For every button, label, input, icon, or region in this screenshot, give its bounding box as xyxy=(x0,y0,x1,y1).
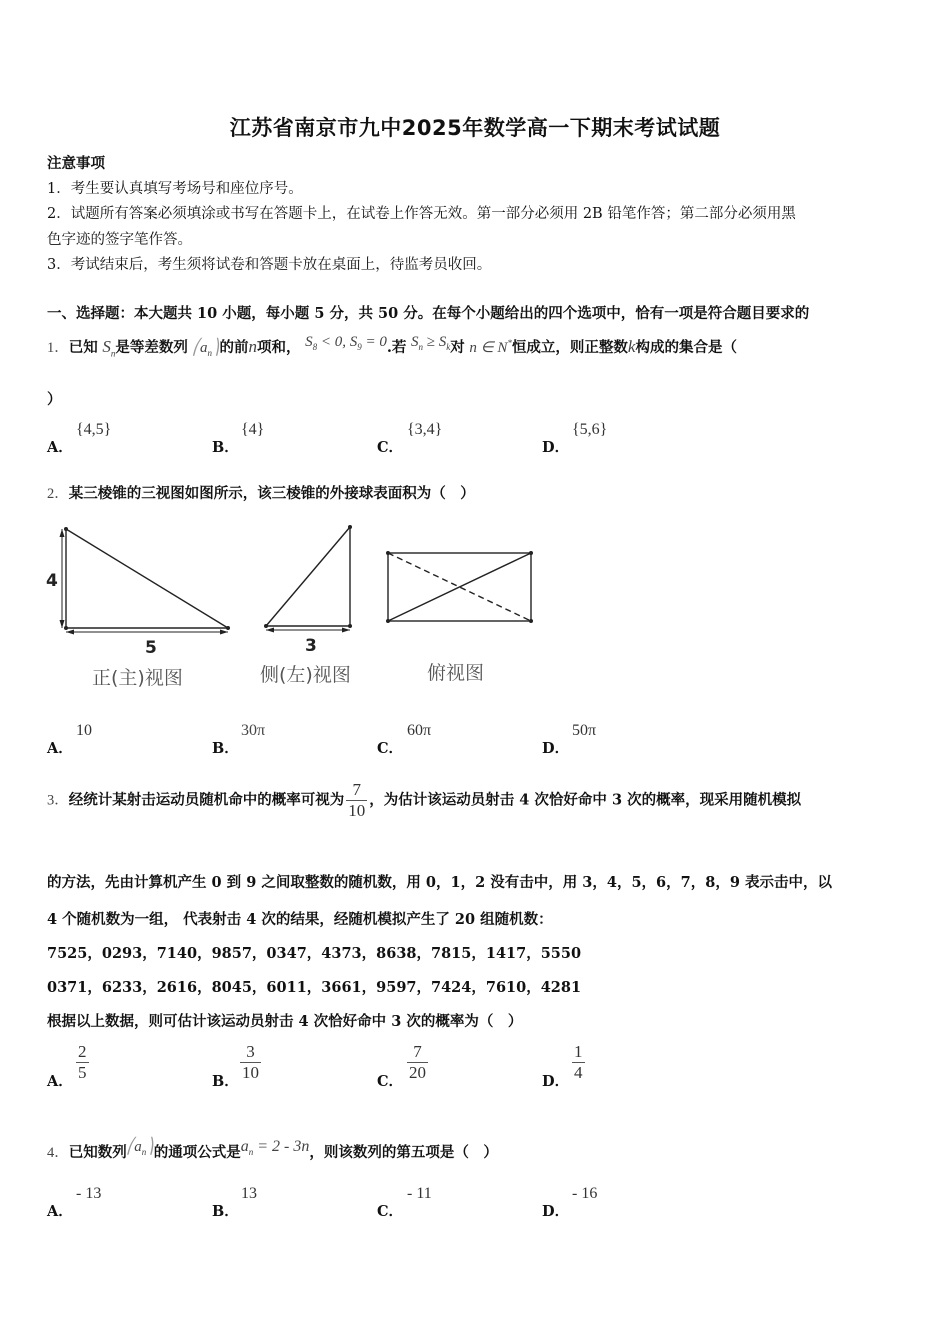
option-a-value: 10 xyxy=(76,722,92,739)
text: 构成的集合是（ xyxy=(635,339,737,356)
vertex-dot xyxy=(226,626,230,630)
option-d-label: D． xyxy=(542,1073,570,1090)
option-a-label: A． xyxy=(47,740,73,757)
random-numbers-row: 0371，6233，2616，8045，6011，3661，9597，7424，7610，4281 xyxy=(47,979,582,996)
vertex-dot xyxy=(348,624,352,628)
option-c-label: C． xyxy=(377,1203,404,1220)
vertex-dot xyxy=(529,551,533,555)
three-views-figure xyxy=(40,518,560,698)
section-heading: 一、选择题：本大题共 10 小题，每小题 5 分，共 50 分。在每个小题给出的四个选项中，恰有一项是符合题目要求的 xyxy=(47,305,810,322)
option-b-label: B． xyxy=(212,740,239,757)
vertex-dot xyxy=(64,527,68,531)
option-b-label: B． xyxy=(212,1203,239,1220)
math-condition: $S_8 < 0$, $S_9 = 0$ xyxy=(305,334,387,352)
side-view-caption: 侧(左)视图 xyxy=(260,664,351,686)
notice-item: 3．考试结束后，考生须将试卷和答题卡放在桌面上，待监考员收回。 xyxy=(47,257,492,273)
option-a-label: A． xyxy=(47,1073,73,1090)
option-d-label: D． xyxy=(542,439,570,456)
option-a-value: $\frac{2}{5}$ xyxy=(78,1042,87,1082)
notice-item: 色字迹的签字笔作答。 xyxy=(47,232,192,248)
option-c-label: C． xyxy=(377,740,404,757)
math-inequality: $S_n \ge S_k$ xyxy=(411,334,451,352)
option-a-value: - 13 xyxy=(76,1185,102,1202)
option-b-value: 13 xyxy=(241,1185,257,1202)
question-1-close: ） xyxy=(47,391,62,408)
fraction-7-10: $\frac{7}{10}$ xyxy=(348,780,366,820)
vertex-dot xyxy=(386,551,390,555)
notice-heading: 注意事项 xyxy=(47,155,105,172)
front-width-label: 5 xyxy=(145,638,157,658)
option-c-label: C． xyxy=(377,1073,404,1090)
question-3-line: 的方法，先由计算机产生 0 到 9 之间取整数的随机数，用 0，1，2 没有击中，用 3，4，5，6，7，8，9 表示击中，以 xyxy=(47,874,832,891)
option-b-label: B． xyxy=(212,1073,239,1090)
top-view xyxy=(388,553,531,621)
random-numbers-row: 7525，0293，7140，9857，0347，4373，8638，7815，1417，5550 xyxy=(47,945,582,962)
page-title: 江苏省南京市九中2025年数学高一下期末考试试题 xyxy=(229,116,721,140)
math-an: $⎛a_n⎞$ xyxy=(126,1139,154,1157)
option-c-label: C． xyxy=(377,439,404,456)
question-3-line: 根据以上数据，则可估计该运动员射击 4 次恰好命中 3 次的概率为（ ） xyxy=(47,1013,523,1030)
option-b-value: 30π xyxy=(241,722,266,739)
text: 的前 xyxy=(219,339,249,356)
option-d-label: D． xyxy=(542,1203,570,1220)
text: 是等差数列 xyxy=(115,339,188,356)
top-view-caption: 俯视图 xyxy=(427,662,485,684)
question-1 xyxy=(47,336,737,358)
text: 项和， xyxy=(256,339,301,356)
text: 已知 xyxy=(68,339,98,356)
option-b-label: B． xyxy=(212,439,239,456)
option-d-value: {5,6} xyxy=(572,421,608,438)
notice-item: 2．试题所有答案必须填涂或书写在答题卡上，在试卷上作答无效。第一部分必须用 2B 铅笔作答；第二部分必须用黑 xyxy=(47,206,796,222)
vertex-dot xyxy=(264,624,268,628)
vertex-dot xyxy=(64,626,68,630)
option-c-value: {3,4} xyxy=(407,421,443,438)
text: 对 xyxy=(450,339,465,356)
question-3-line: 4 个随机数为一组， 代表射击 4 次的结果，经随机模拟产生了 20 组随机数： xyxy=(47,911,553,928)
math-n-in-N: n ∈ N* xyxy=(469,338,512,356)
option-d-label: D． xyxy=(542,740,570,757)
option-d-value: - 16 xyxy=(572,1185,598,1202)
side-width-label: 3 xyxy=(305,636,317,656)
text: 恒成立，则正整数 xyxy=(511,339,628,356)
math-sn: $S_n$ xyxy=(102,337,116,359)
front-view xyxy=(60,529,229,635)
question-2: 2．某三棱锥的三视图如图所示，该三棱锥的外接球表面积为（ ） xyxy=(47,485,475,502)
question-3: 3．经统计某射击运动员随机命中的概率可视为 $\frac{7}{10}$ ，为估计该运动员射击 4 次恰好命中 3 次的概率，现采用随机模拟 xyxy=(47,780,802,820)
option-a-label: A． xyxy=(47,1203,73,1220)
side-view xyxy=(266,527,350,633)
question-4: 4．已知数列$⎛a_n⎞$的通项公式是$a_n = 2 - 3n$，则该数列的第五项是（ ） xyxy=(47,1138,498,1161)
notice-item: 1．考生要认真填写考场号和座位序号。 xyxy=(47,181,303,197)
math-an: $⎛a_n⎞$ xyxy=(192,340,220,358)
option-d-value: 50π xyxy=(572,722,597,739)
math-k: k xyxy=(627,337,636,356)
math-n: n xyxy=(248,337,257,356)
option-c-value: 60π xyxy=(407,722,432,739)
vertex-dot xyxy=(348,525,352,529)
vertex-dot xyxy=(386,619,390,623)
option-b-value: {4} xyxy=(241,421,265,438)
option-c-value: $\frac{7}{20}$ xyxy=(409,1042,426,1082)
vertex-dot xyxy=(529,619,533,623)
option-d-value: $\frac{1}{4}$ xyxy=(574,1042,583,1082)
option-c-value: - 11 xyxy=(407,1185,432,1202)
math-formula: $a_n = 2 - 3n$ xyxy=(240,1138,310,1158)
question-number: 1． xyxy=(47,340,69,356)
front-view-caption: 正(主)视图 xyxy=(92,667,183,689)
height-label: 4 xyxy=(46,571,58,591)
text: .若 xyxy=(386,339,407,356)
option-a-label: A． xyxy=(47,439,73,456)
option-a-value: {4,5} xyxy=(76,421,112,438)
option-b-value: $\frac{3}{10}$ xyxy=(242,1042,259,1082)
